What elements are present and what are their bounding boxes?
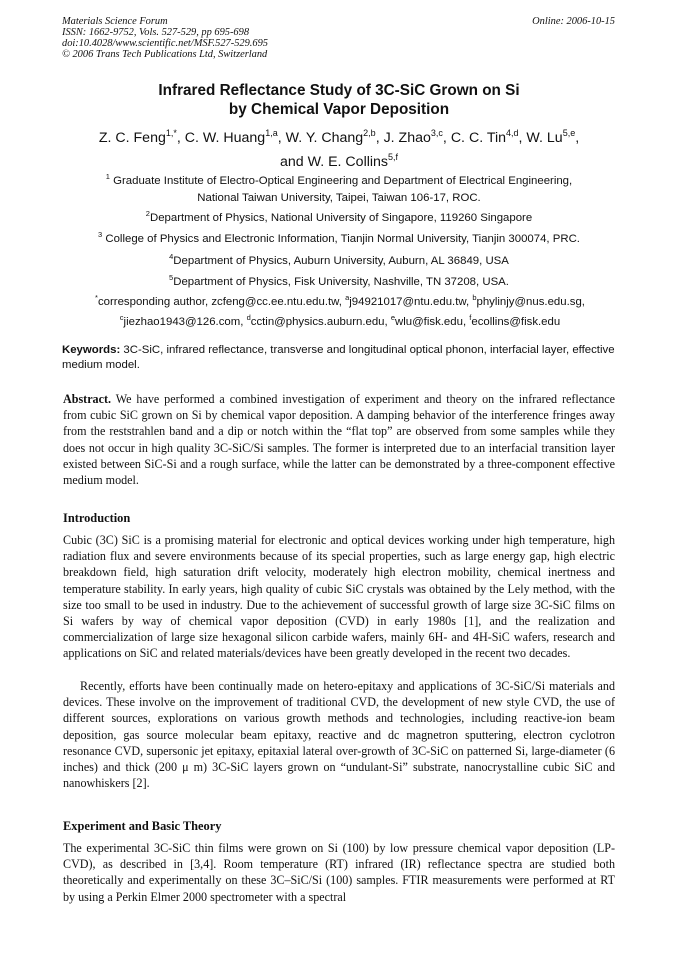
email-sup: f: [469, 313, 472, 322]
email-link: wlu@fisk.edu,: [395, 316, 467, 328]
email-sup: c: [119, 313, 124, 322]
corresponding-authors: [62, 290, 618, 330]
author-sup: 4,d: [506, 128, 519, 138]
affiliation-2: [40, 205, 638, 227]
author-name: W. Lu: [526, 130, 563, 146]
author-sup: 3,c: [430, 128, 443, 138]
keywords-text: 3C-SiC, infrared reflectance, transverse and longitudinal optical phonon, interfacial layer, effective medium model.: [62, 344, 615, 371]
author-name: W. E. Collins: [307, 154, 389, 170]
email-sup: d: [246, 313, 251, 322]
affiliation-text: Department of Physics, Fisk University, Nashville, TN 37208, USA.: [173, 276, 509, 288]
affiliation-num: 2: [145, 209, 150, 218]
journal-header: [62, 16, 268, 60]
keywords: [62, 343, 618, 373]
affiliation-text: College of Physics and Electronic Information, Tianjin Normal University, Tianjin 300074, PRC.: [105, 233, 580, 245]
email-link: phylinjy@nus.edu.sg,: [476, 296, 585, 308]
email-link: j94921017@ntu.edu.tw,: [349, 296, 470, 308]
affiliation-text: Department of Physics, Auburn University, Auburn, AL 36849, USA: [173, 255, 509, 267]
affiliation-num: 5: [169, 273, 174, 282]
email-link: ecollins@fisk.edu: [471, 316, 561, 328]
corr-label: corresponding author, zcfeng@cc.ee.ntu.edu.tw,: [97, 296, 342, 308]
email-sup: b: [472, 293, 477, 302]
affiliation-text: Graduate Institute of Electro-Optical Engineering and Department of Electrical Engineering,: [113, 175, 573, 187]
journal-copyright: © 2006 Trans Tech Publications Ltd, Switzerland: [62, 49, 268, 60]
affiliation-5: [40, 269, 638, 291]
email-sup: e: [390, 313, 396, 322]
author-name: C. C. Tin: [450, 130, 506, 146]
title-line-2: by Chemical Vapor Deposition: [228, 101, 450, 118]
abstract: [63, 391, 615, 488]
title-line-1: Infrared Reflectance Study of 3C-SiC Grown on Si: [158, 82, 520, 99]
section-heading-experiment: Experiment and Basic Theory: [63, 819, 222, 833]
experiment-paragraph-1: The experimental 3C-SiC thin films were grown on Si (100) by low pressure chemical vapor deposition (LP-CVD), as described in [3,4]. Room temperature (RT) infrared (IR) reflectance spectra are studied both theoretically and experimentally on these 3C–SiC/Si (100) samples. FTIR measurements were performed at RT by using a Perkin Elmer 2000 spectrometer with a spectral: [63, 841, 615, 904]
journal-issn: ISSN: 1662-9752, Vols. 527-529, pp 695-698: [62, 27, 250, 38]
author-name: W. Y. Chang: [285, 130, 364, 146]
keywords-label: Keywords:: [62, 344, 121, 356]
author-line-2: and W. E. Collins$^{5,f}$: [279, 152, 399, 170]
author-list: [40, 124, 638, 172]
online-date: Online: 2006-10-15: [532, 16, 615, 27]
author-sup: 2,b: [363, 128, 376, 138]
affiliation-3: [40, 226, 638, 248]
journal-name: Materials Science Forum: [62, 16, 168, 27]
email-link: jiezhao1943@126.com,: [123, 316, 244, 328]
abstract-text: We have performed a combined investigation of experiment and theory on the infrared reflectance from cubic SiC grown on Si by chemical vapor deposition. A damping behavior of the interference fringes away from the reststrahlen band and a dip or notch within the “flat top” are observed from some samples while they does not occur in high quality 3C-SiC/Si samples. The former is interpreted due to an interfacial transition layer existed between SiC-Si and a rough surface, while the latter can be demonstrated by a three-component effective medium model.: [63, 392, 615, 488]
affiliation-num: 1: [105, 172, 110, 181]
email-sup: a: [345, 293, 350, 302]
corr-star: *: [95, 293, 98, 302]
author-name: C. W. Huang: [184, 130, 266, 146]
affiliation-text: National Taiwan University, Taipei, Taiwan 106-17, ROC.: [197, 192, 481, 204]
email-link: cctin@physics.auburn.edu,: [250, 316, 388, 328]
paper-title: [40, 81, 638, 119]
author-name: J. Zhao: [383, 130, 431, 146]
author-sup: 1,a: [265, 128, 278, 138]
author-sup: 5,f: [388, 152, 399, 162]
affiliation-num: 4: [169, 252, 174, 261]
affiliation-text: Department of Physics, National University of Singapore, 119260 Singapore: [149, 212, 533, 224]
author-sup: 5,e: [562, 128, 576, 138]
author-name: Z. C. Feng: [98, 130, 166, 146]
journal-doi: doi:10.4028/www.scientific.net/MSF.527-529.695: [62, 38, 268, 49]
intro-paragraph-2: Recently, efforts have been continually made on hetero-epitaxy and applications of 3C-SiC/Si materials and devices. These involve on the improvement of traditional CVD, the development of new style CVD, the use of different sources, explorations on various growth methods and technologies, including reactive-ion beam deposition, gas source molecular beam epitaxy, reactive and dc magnetron sputtering, electron cyclotron resonance CVD, supersonic jet epitaxy, epitaxial lateral over-growth of 3C-SiC on patterned Si, large-diameter (6 inches) and thick (200 μ m) 3C-SiC layers grown on “undulant-Si” substrate, nanocrystalline cubic SiC and nanowhiskers [2].: [63, 679, 615, 791]
affiliation-1: [40, 168, 638, 207]
affiliation-num: 3: [98, 230, 103, 239]
affiliation-4: [40, 248, 638, 270]
author-line-1: Z. C. Feng$^{1,*}$, C. W. Huang$^{1,a}$, W. Y. Chang$^{2,b}$, J. Zhao$^{3,c}$, C. C. Tin$^{4,d}$, W. Lu$^{5,e}$,: [98, 128, 580, 146]
abstract-label: Abstract.: [63, 392, 112, 406]
section-heading-introduction: Introduction: [63, 511, 131, 525]
intro-paragraph-1: Cubic (3C) SiC is a promising material for electronic and optical devices working under high temperature, high radiation flux and severe environments because of its special properties, such as large energy gap, high electric breakdown field, high saturation drift velocity, moderately high electron mobility, chemical inertness and temperature stability. In early years, high quality of cubic SiC crystals was obtained by the Lely method, with the size too small to be used in industry. Due to the achievement of successful growth of large size 3C-SiC films on Si wafers by way of chemical vapor deposition (CVD) in early 1980s [1], and the realization and commercialization of large size hexagonal silicon carbide wafers, mainly 6H- and 4H-SiC wafers, research and applications on SiC and related materials/devices have been greatly developed in the recent two decades.: [63, 533, 615, 661]
author-sup: 1,*: [165, 128, 177, 138]
